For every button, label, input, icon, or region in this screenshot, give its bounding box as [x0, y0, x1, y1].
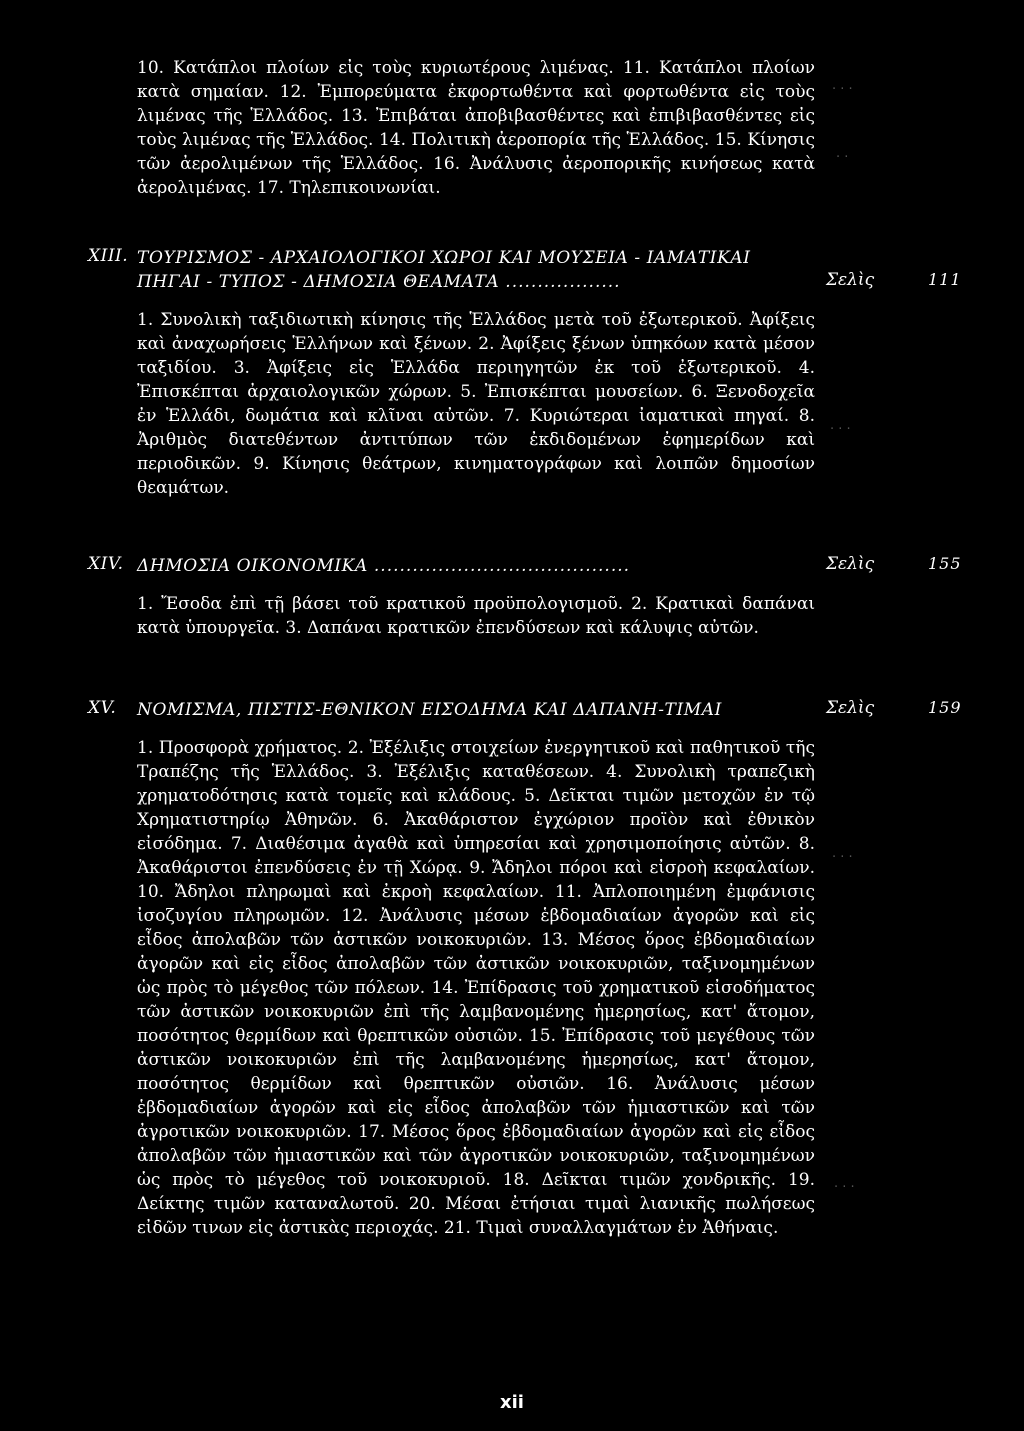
section-title-text: ΔΗΜΟΣΙΑ ΟΙΚΟΝΟΜΙΚΑ — [137, 556, 368, 576]
scan-artifact: · · — [836, 150, 849, 165]
page-number: 159 — [928, 698, 962, 717]
section-body-text: 1. Προσφορὰ χρήματος. 2. Ἐξέλιξις στοιχείων ἐνεργητικοῦ καὶ παθητικοῦ τῆς Τραπέζης τῆς Ἑλλάδος. 3. Ἐξέλιξις καταθέσεων. 4. Συνολικὴ τραπεζικὴ χρηματοδότησις κατὰ τομεῖς καὶ κλάδους. 5. Δεῖκται τιμῶν μετοχῶν ἐν τῷ Χρηματιστηρίῳ Ἀθηνῶν. 6. Ἀκαθάριστον ἐγχώριον προϊὸν καὶ ἐθνικὸν εἰσόδημα. 7. Διαθέσιμα ἀγαθὰ καὶ ὑπηρεσίαι καὶ χρησιμοποίησις αὐτῶν. 8. Ἀκαθάριστοι ἐπενδύσεις ἐν τῇ Χώρᾳ. 9. Ἄδηλοι πόροι καὶ εἰσροὴ κεφαλαίων. 10. Ἄδηλοι πληρωμαὶ καὶ ἐκροὴ κεφαλαίων. 11. Ἀπλοποιημένη ἐμφάνισις ἰσοζυγίου πληρωμῶν. 12. Ἀνάλυσις μέσων ἑβδομαδιαίων ἀγορῶν καὶ εἰς εἶδος ἀπολαβῶν τῶν ἀστικῶν νοικοκυριῶν. 13. Μέσος ὅρος ἑβδομαδιαίων ἀγορῶν καὶ εἰς εἶδος ἀπολαβῶν τῶν ἀστικῶν νοικοκυριῶν, ταξινομημένων ὡς πρὸς τὸ μέγεθος τῶν πόλεων. 14. Ἐπίδρασις τοῦ χρηματικοῦ εἰσοδήματος τῶν ἀστικῶν νοικοκυριῶν ἐπὶ τῆς λαμβανομένης ἡμερησίως, κατ' ἄτομον, ποσότητος θερμίδων καὶ θρεπτικῶν οὐσιῶν. 15. Ἐπίδρασις τοῦ μεγέθους τῶν ἀστικῶν νοικοκυριῶν ἐπὶ τῆς λαμβανομένης ἡμερησίως, κατ' ἄτομον, ποσότητος θερμίδων καὶ θρεπτικῶν οὐσιῶν. 16. Ἀνάλυσις μέσων ἑβδομαδιαίων ἀγορῶν καὶ εἰς εἶδος ἀπολαβῶν τῶν ἡμιαστικῶν καὶ τῶν ἀγροτικῶν νοικοκυριῶν. 17. Μέσος ὅρος ἑβδομαδιαίων ἀγορῶν καὶ εἰς εἶδος ἀπολαβῶν τῶν ἡμιαστικῶν καὶ τῶν ἀγροτικῶν νοικοκυριῶν, ταξινομημένων ὡς πρὸς τὸ μέγεθος τοῦ νοικοκυριοῦ. 18. Δεῖκται τιμῶν χονδρικῆς. 19. Δείκτης τιμῶν καταναλωτοῦ. 20. Μέσαι ἐτήσιαι τιμαὶ λιανικῆς πωλήσεως εἰδῶν τινων εἰς ἀστικὰς περιοχάς. 21. Τιμαὶ συναλλαγμάτων ἐν Ἀθήναις. — [137, 738, 815, 1238]
scan-artifact: · · · — [832, 850, 853, 865]
section-body — [137, 308, 815, 500]
section-body-text: 1. Συνολικὴ ταξιδιωτικὴ κίνησις τῆς Ἑλλάδος μετὰ τοῦ ἐξωτερικοῦ. Ἀφίξεις καὶ ἀναχωρήσεις Ἑλλήνων καὶ ξένων. 2. Ἀφίξεις ξένων ὑπηκόων κατὰ μέσον ταξιδίου. 3. Ἀφίξεις εἰς Ἑλλάδα περιηγητῶν ἐκ τοῦ ἐξωτερικοῦ. 4. Ἐπισκέπται ἀρχαιολογικῶν χώρων. 5. Ἐπισκέπται μουσείων. 6. Ξενοδοχεῖα ἐν Ἑλλάδι, δωμάτια καὶ κλῖναι αὐτῶν. 7. Κυριώτεραι ἰαματικαὶ πηγαί. 8. Ἀριθμὸς διατεθέντων ἀντιτύπων τῶν ἐκδιδομένων ἐφημερίδων καὶ περιοδικῶν. 9. Κίνησις θεάτρων, κινηματογράφων καὶ λοιπῶν δημοσίων θεαμάτων. — [137, 310, 815, 498]
page-label: Σελὶς — [826, 554, 875, 574]
page-number: 111 — [928, 270, 962, 289]
section-title-text: ΤΟΥΡΙΣΜΟΣ - ΑΡΧΑΙΟΛΟΓΙΚΟΙ ΧΩΡΟΙ ΚΑΙ ΜΟΥΣΕΙΑ - ΙΑΜΑΤΙΚΑΙ ΠΗΓΑΙ - ΤΥΠΟΣ - ΔΗΜΟΣΙΑ ΘΕΑΜΑΤΑ — [137, 248, 751, 292]
scan-artifact: · · · — [832, 82, 853, 97]
continuation-text-block — [137, 56, 815, 200]
page-label: Σελὶς — [826, 698, 875, 718]
section-number: XV. — [88, 698, 117, 718]
scan-artifact: · · · — [834, 1180, 855, 1195]
leader-dots: ........................................ — [373, 556, 631, 576]
page-label: Σελὶς — [826, 270, 875, 290]
section-body — [137, 736, 815, 1240]
leader-dots: .................. — [505, 272, 621, 292]
continuation-paragraph: 10. Κατάπλοι πλοίων εἰς τοὺς κυριωτέρους λιμένας. 11. Κατάπλοι πλοίων κατὰ σημαίαν. 12. Ἐμπορεύματα ἐκφορτωθέντα καὶ φορτωθέντα εἰς τοὺς λιμένας τῆς Ἑλλάδος. 13. Ἐπιβάται ἀποβιβασθέντες καὶ ἐπιβιβασθέντες εἰς τοὺς λιμένας τῆς Ἑλλάδος. 14. Πολιτικὴ ἀεροπορία τῆς Ἑλλάδος. 15. Κίνησις τῶν ἀερολιμένων τῆς Ἑλλάδος. 16. Ἀνάλυσις ἀεροπορικῆς κινήσεως κατὰ ἀερολιμένας. 17. Τηλεπικοινωνίαι. — [137, 58, 815, 198]
section-title — [137, 554, 817, 578]
scan-artifact: · · · — [830, 422, 851, 437]
section-number: XIV. — [88, 554, 124, 574]
page-number: 155 — [928, 554, 962, 573]
section-body-text: 1. Ἔσοδα ἐπὶ τῇ βάσει τοῦ κρατικοῦ προϋπολογισμοῦ. 2. Κρατικαὶ δαπάναι κατὰ ὑπουργεῖα. 3. Δαπάναι κρατικῶν ἐπενδύσεων καὶ κάλυψις αὐτῶν. — [137, 594, 815, 638]
page-number-footer: xii — [500, 1392, 524, 1413]
section-title-text: ΝΟΜΙΣΜΑ, ΠΙΣΤΙΣ-ΕΘΝΙΚΟΝ ΕΙΣΟΔΗΜΑ ΚΑΙ ΔΑΠΑΝΗ-ΤΙΜΑΙ — [137, 700, 722, 720]
section-body — [137, 592, 815, 640]
section-title — [137, 698, 807, 722]
section-number: XIII. — [88, 246, 129, 266]
section-title — [137, 246, 807, 294]
